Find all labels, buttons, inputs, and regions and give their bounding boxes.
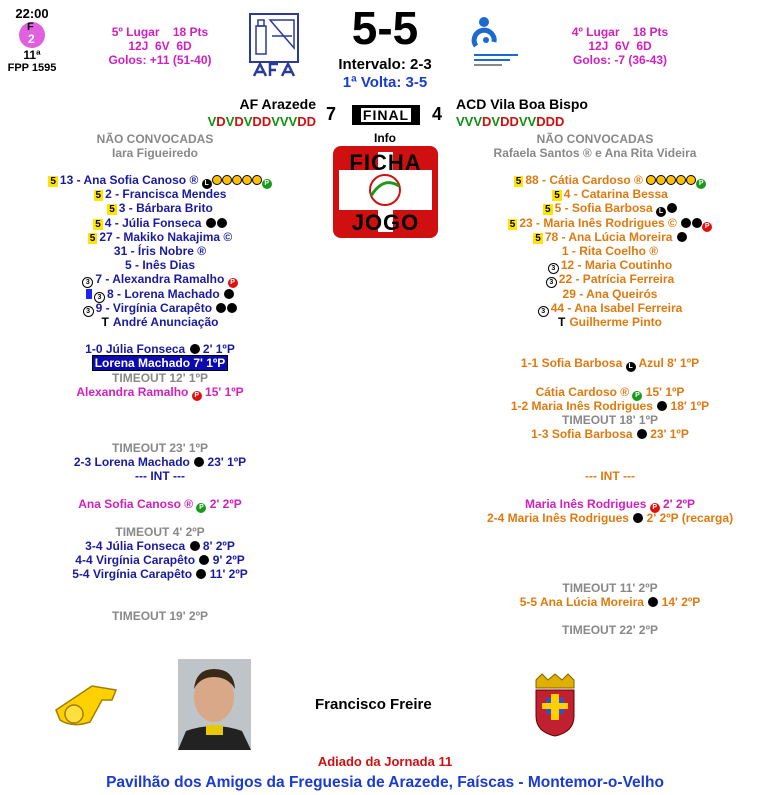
event-text: TIMEOUT 19' 2ºP (112, 609, 208, 623)
event-text: Cátia Cardoso ® (535, 385, 630, 399)
form-result-loss: D (252, 114, 262, 129)
event-time: 2' 1ºP (199, 342, 235, 356)
interval-score: Intervalo: 2-3 (338, 56, 432, 73)
event-row (10, 342, 310, 356)
goal-ball-icon (648, 597, 658, 607)
lineup-row (460, 216, 760, 230)
lineup-row (460, 201, 760, 215)
event-text: Alexandra Ramalho (76, 385, 189, 399)
event-text: TIMEOUT 23' 1ºP (112, 441, 208, 455)
lineup-row (10, 187, 310, 201)
penalty-miss-icon: P (702, 222, 712, 232)
final-score: 5-5 (351, 2, 419, 54)
three-games-badge: 3 (83, 306, 94, 317)
goal-ball-icon (692, 218, 702, 228)
lineup-row (460, 244, 760, 258)
lineup-row (460, 272, 760, 286)
away-standing: 4º Lugar (571, 25, 620, 39)
lineup-row (460, 230, 760, 244)
player-name: 12 - Maria Coutinho (560, 258, 673, 273)
form-result-win: V (518, 114, 528, 129)
postponed-note: Adiado da Jornada 11 (317, 754, 453, 769)
lineup-row (10, 315, 310, 329)
event-time: 11' 2ºP (206, 567, 248, 581)
goal-ball-icon (224, 289, 234, 299)
goal-ball-icon (217, 218, 227, 228)
goal-ball-icon (667, 203, 677, 213)
badge-letter: F (27, 21, 34, 33)
form-result-loss: D (482, 114, 492, 129)
form-result-win: V (464, 114, 474, 129)
away-fouls: 4 (432, 104, 443, 124)
event-row (460, 399, 760, 413)
home-lineup (10, 173, 310, 329)
event-text: TIMEOUT 22' 2ºP (562, 623, 658, 637)
event-row (10, 441, 310, 455)
lineup-row (460, 315, 760, 329)
away-standings (540, 25, 700, 67)
referee-name: Francisco Freire (315, 696, 432, 713)
form-result-loss: D (261, 114, 272, 129)
three-games-badge: 3 (82, 277, 93, 288)
five-games-badge: 5 (50, 176, 56, 187)
event-text: --- INT --- (585, 469, 635, 483)
event-time: 9' 2ºP (209, 553, 245, 567)
event-text: TIMEOUT 18' 1ºP (562, 413, 658, 427)
lineup-row (10, 201, 310, 215)
form-result-loss: D (509, 114, 519, 129)
event-time: 2' 2ºP (659, 497, 695, 511)
player-name: 31 - Íris Nobre ® (113, 243, 207, 258)
away-goals: Golos: -7 (36-43) (572, 53, 668, 67)
status-final-badge (352, 105, 420, 125)
away-points: 18 Pts (632, 25, 669, 39)
event-text: Lorena Machado 7' 1ºP (94, 356, 226, 370)
penalty-goal-icon: P (262, 179, 272, 189)
event-text: 3-4 Júlia Fonseca (85, 539, 186, 553)
lineup-row (460, 187, 760, 201)
form-result-loss: D (216, 114, 226, 129)
lineup-row (460, 258, 760, 272)
lineup-row (10, 244, 310, 258)
goal-ball-icon (190, 344, 200, 354)
lineup-row (10, 287, 310, 301)
game-code: FPP 1595 (7, 62, 57, 74)
lineup-row (10, 301, 310, 315)
event-time: 18' 1ºP (667, 399, 710, 413)
goal-ball-icon (681, 218, 691, 228)
form-result-win: V (207, 114, 217, 129)
form-result-win: V (473, 114, 483, 129)
lineup-row (10, 258, 310, 272)
event-text: 1-2 Maria Inês Rodrigues (510, 399, 653, 413)
five-games-badge: 5 (95, 218, 101, 230)
player-name: 8 - Lorena Machado (106, 286, 220, 301)
event-text: Ana Sofia Canoso ® (78, 497, 194, 511)
yellow-card-icon (646, 175, 656, 185)
coach-icon: T (557, 314, 566, 329)
home-crest-logo (248, 12, 300, 80)
event-row (10, 455, 310, 469)
jogo-text: JOGO (351, 210, 420, 235)
event-row (460, 356, 760, 372)
home-fouls: 7 (326, 104, 337, 124)
event-text: 5-5 Ana Lúcia Moreira (519, 595, 644, 609)
form-result-win: V (491, 114, 501, 129)
event-row (10, 371, 310, 385)
goal-ball-icon (216, 303, 226, 313)
goal-ball-icon (199, 555, 209, 565)
penalty-miss-icon: P (650, 503, 660, 513)
player-name: 2 - Francisca Mendes (105, 187, 227, 202)
yellow-card-icon (212, 175, 222, 185)
round-number: 11ª (23, 48, 41, 62)
event-time: 15' 1ºP (642, 385, 685, 399)
form-result-loss: D (306, 114, 316, 129)
goal-ball-icon (227, 303, 237, 313)
player-name: 23 - Maria Inês Rodrigues © (519, 215, 677, 230)
goal-ball-icon (196, 569, 206, 579)
goal-ball-icon (194, 457, 204, 467)
long-suspension-icon: L (656, 207, 666, 217)
form-result-win: V (456, 114, 465, 129)
event-row (10, 385, 310, 401)
player-name: 13 - Ana Sofia Canoso ® (59, 173, 199, 187)
form-result-win: V (288, 114, 298, 129)
info-link[interactable]: Info (374, 131, 396, 145)
yellow-card-icon (222, 175, 232, 185)
home-goals: Golos: +11 (51-40) (108, 53, 212, 67)
home-team-name: AF Arazede (239, 96, 316, 112)
goal-ball-icon (206, 218, 216, 228)
form-result-loss: D (234, 114, 244, 129)
event-time: 14' 2ºP (658, 595, 701, 609)
event-text: 1-3 Sofia Barbosa (531, 427, 633, 441)
division-badge (19, 22, 45, 48)
event-text: 1-0 Júlia Fonseca (85, 342, 186, 356)
three-games-badge: 3 (538, 306, 549, 317)
penalty-goal-icon: P (632, 391, 642, 401)
event-time: 2' 2ºP (206, 497, 242, 511)
event-text: TIMEOUT 12' 1ºP (112, 371, 208, 385)
player-name: 9 - Virgínia Carapêto (95, 300, 213, 315)
player-name: 4 - Júlia Fonseca (104, 215, 202, 230)
three-games-badge: 3 (94, 292, 105, 303)
event-text: 2-4 Maria Inês Rodrigues (486, 511, 629, 525)
form-result-loss: D (500, 114, 510, 129)
form-result-win: V (225, 114, 235, 129)
event-time: 2' 2ºP (recarga) (643, 511, 734, 525)
event-row (460, 511, 760, 525)
home-standings (80, 25, 240, 67)
event-time: Azul 8' 1ºP (635, 356, 700, 370)
lineup-row (10, 173, 310, 187)
event-row (10, 356, 310, 370)
event-row (10, 567, 310, 581)
goal-ball-icon (637, 429, 647, 439)
event-row (460, 623, 760, 637)
player-name: 3 - Bárbara Brito (118, 201, 213, 216)
form-result-loss: D (554, 114, 565, 129)
blue-card-icon (86, 289, 92, 299)
yellow-card-icon (656, 175, 666, 185)
player-name: 44 - Ana Isabel Ferreira (550, 300, 683, 315)
event-time: 23' 1ºP (646, 427, 689, 441)
referee-photo (178, 659, 251, 750)
five-games-badge: 5 (554, 190, 560, 202)
player-name: 88 - Cátia Cardoso ® (525, 173, 643, 187)
penalty-miss-icon: P (228, 278, 238, 288)
yellow-card-icon (686, 175, 696, 185)
five-games-badge: 5 (509, 218, 516, 230)
yellow-card-icon (252, 175, 262, 185)
event-row (10, 469, 310, 483)
event-row (10, 553, 310, 567)
event-text: 4-4 Virgínia Carapêto (75, 553, 196, 567)
event-row (10, 525, 310, 539)
form-result-loss: D (545, 114, 555, 129)
event-time: 15' 1ºP (201, 385, 244, 399)
player-name: 4 - Catarina Bessa (563, 187, 668, 202)
away-form (456, 114, 656, 129)
five-games-badge: 5 (545, 204, 551, 216)
event-text: --- INT --- (135, 469, 185, 483)
event-text: TIMEOUT 11' 2ºP (562, 581, 658, 595)
lineup-row (460, 287, 760, 301)
penalty-goal-icon: P (696, 179, 706, 189)
form-result-loss: D (297, 114, 307, 129)
long-suspension-icon: L (626, 362, 636, 372)
home-record: 12J 6V 6D (128, 39, 192, 53)
player-name: 5 - Sofia Barbosa (554, 201, 653, 216)
player-name: 22 - Patrícia Ferreira (558, 272, 675, 287)
whistle-icon (52, 680, 122, 728)
player-name: 29 - Ana Queirós (562, 286, 658, 301)
match-time: 22:00 (15, 6, 49, 21)
player-name: 78 - Ana Lúcia Moreira (544, 229, 673, 244)
away-lineup (460, 173, 760, 329)
event-row (10, 497, 310, 513)
form-result-win: V (271, 114, 280, 129)
five-games-badge: 5 (95, 190, 102, 202)
form-result-win: V (279, 114, 289, 129)
badge-number: 2 (28, 32, 35, 46)
long-suspension-icon: L (202, 179, 212, 189)
player-name: André Anunciação (112, 314, 219, 329)
lineup-row (460, 301, 760, 315)
three-games-badge: 3 (546, 277, 557, 288)
lineup-row (10, 272, 310, 286)
player-name: Guilherme Pinto (569, 314, 663, 329)
event-row (460, 413, 760, 427)
event-row (10, 609, 310, 623)
event-text: Maria Inês Rodrigues (525, 497, 647, 511)
goal-ball-icon (657, 401, 667, 411)
away-team-name: ACD Vila Boa Bispo (456, 96, 588, 112)
event-text: 5-4 Virgínia Carapêto (72, 567, 193, 581)
away-record: 12J 6V 6D (588, 39, 652, 53)
home-standing: 5º Lugar (111, 25, 160, 39)
event-time: 8' 2ºP (199, 539, 235, 553)
home-points: 18 Pts (172, 25, 209, 39)
goal-ball-icon (677, 232, 687, 242)
yellow-card-icon (242, 175, 252, 185)
goal-ball-icon (633, 513, 643, 523)
form-result-win: V (243, 114, 253, 129)
away-not-called-label: NÃO CONVOCADAS (536, 132, 654, 146)
event-row (10, 539, 310, 553)
yellow-card-icon (666, 175, 676, 185)
event-row (460, 469, 760, 483)
event-row (460, 595, 760, 609)
penalty-goal-icon: P (196, 503, 206, 513)
away-not-called: Rafaela Santos ® e Ana Rita Videira (493, 146, 697, 160)
home-not-called: Iara Figueiredo (111, 146, 199, 160)
first-leg-score: 1ª Volta: 3-5 (342, 74, 428, 91)
event-time: 23' 1ºP (204, 455, 247, 469)
player-name: 27 - Makiko Nakajima © (99, 229, 233, 244)
lineup-row (10, 216, 310, 230)
coach-icon: T (101, 314, 109, 329)
lineup-row (460, 173, 760, 187)
five-games-badge: 5 (535, 232, 541, 244)
yellow-card-icon (232, 175, 242, 185)
event-text: TIMEOUT 4' 2ºP (115, 525, 205, 539)
form-result-win: V (527, 114, 537, 129)
venue: Pavilhão dos Amigos da Freguesia de Arazede, Faíscas - Montemor-o-Velho (106, 774, 664, 791)
ficha-jogo-logo[interactable] (333, 146, 438, 238)
event-row (460, 581, 760, 595)
status-label: FINAL (362, 107, 410, 123)
goal-ball-icon (190, 541, 200, 551)
penalty-miss-icon: P (192, 391, 202, 401)
form-result-loss: D (536, 114, 546, 129)
event-row (460, 427, 760, 441)
event-text: 1-1 Sofia Barbosa (520, 356, 623, 370)
yellow-card-icon (676, 175, 686, 185)
home-form (150, 114, 316, 129)
away-crest-logo (470, 12, 522, 68)
player-name: 1 - Rita Coelho ® (561, 243, 659, 258)
municipality-crest-logo (530, 672, 580, 738)
event-text: 2-3 Lorena Machado (73, 455, 190, 469)
player-name: 5 - Inês Dias (124, 258, 196, 273)
five-games-badge: 5 (515, 176, 522, 187)
player-name: 7 - Alexandra Ramalho (95, 272, 225, 287)
five-games-badge: 5 (109, 204, 115, 216)
ficha-text: FICHA (349, 150, 422, 175)
five-games-badge: 5 (89, 232, 96, 244)
lineup-row (10, 230, 310, 244)
three-games-badge: 3 (548, 263, 559, 274)
home-not-called-label: NÃO CONVOCADAS (96, 132, 214, 146)
